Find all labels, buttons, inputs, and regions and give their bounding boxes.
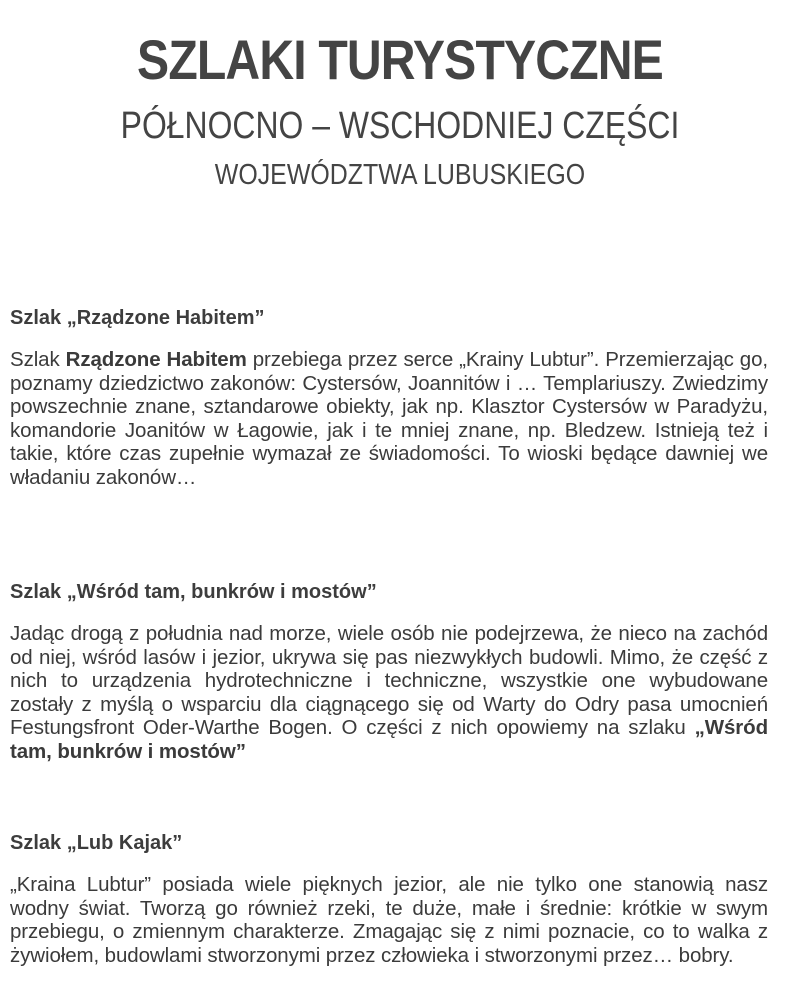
trail-description-lead: Szlak [10, 348, 66, 371]
trail-name-emphasis: „Wśród tam, bunkrów i mostów” [10, 716, 768, 763]
trail-section-habitem [10, 306, 768, 510]
trail-section-kajak [10, 831, 768, 988]
page-subtitle-line-1: PÓŁNOCNO – WSCHODNIEJ CZĘŚCI [120, 105, 680, 147]
trail-heading: Szlak „Wśród tam, bunkrów i mostów” [10, 581, 377, 603]
trail-description-text: przebiega przez serce „Krainy Lubtur”. Przemierzając go, poznamy dziedzictwo zakonów: Cystersów, Joannitów i … Templariuszy. Zwiedzimy powszechnie znane, sztandarowe obiekty, jak np. Klasztor Cystersów w Paradyżu, komandorie Joanitów w Łagowie, jak i te mniej znane, np. Bledzew. Istnieją też i takie, które czas zupełnie wymazał ze świadomości. To wioski będące dawniej we władaniu zakonów… [10, 348, 768, 489]
page-subtitle-line-2: WOJEWÓDZTWA LUBUSKIEGO [214, 159, 586, 191]
page-title: SZLAKI TURYSTYCZNE [137, 28, 663, 91]
trail-description [10, 622, 768, 763]
page-header [0, 28, 800, 192]
trail-heading: Szlak „Lub Kajak” [10, 832, 183, 854]
trail-name-emphasis: Rządzone Habitem [65, 348, 247, 371]
trail-section-bunkry [10, 580, 768, 784]
trail-description-text: „Kraina Lubtur” posiada wiele pięknych jezior, ale nie tylko one stanowią nasz wodny świat. Tworzą go również rzeki, te duże, małe i średnie: krótkie w swym przebiegu, o zmiennym charakterze. Zmagając się z nimi poznacie, co to walka z żywiołem, budowlami stworzonymi przez człowieka i stworzonymi przez… bobry. [10, 873, 768, 967]
trail-description [10, 348, 768, 489]
trail-description-text: Jadąc drogą z południa nad morze, wiele osób nie podejrzewa, że nieco na zachód od niej, wśród lasów i jezior, ukrywa się pas niezwykłych budowli. Mimo, że część z nich to urządzenia hydrotechniczne i techniczne, wszystkie one wybudowane zostały z myślą o wsparciu dla ciągnącego się od Warty do Odry pasa umocnień Festungsfront Oder-Warthe Bogen. O części z nich opowiemy na szlaku [10, 622, 768, 739]
trail-description [10, 873, 768, 967]
trail-heading: Szlak „Rządzone Habitem” [10, 307, 265, 329]
